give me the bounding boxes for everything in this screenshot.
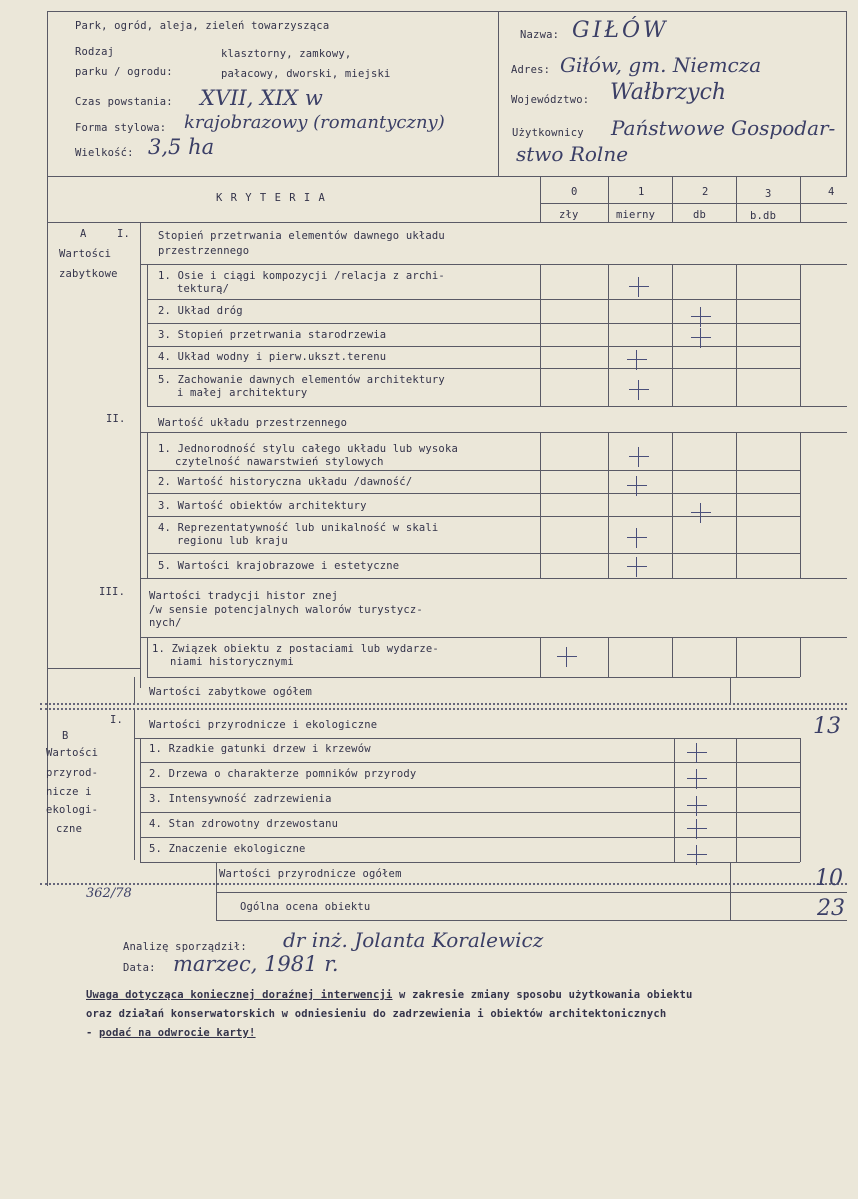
grid-col xyxy=(216,862,217,920)
data-value: marzec, 1981 r. xyxy=(173,952,339,976)
g1-item-2: 2. Układ dróg xyxy=(158,305,243,317)
grid-col xyxy=(134,677,135,705)
mark-g2-5-mierny xyxy=(626,556,648,578)
row-line xyxy=(147,553,800,554)
g3-item-line-2: niami historycznymi xyxy=(170,656,294,668)
g2-item-4-line-1: 4. Reprezentatywność lub unikalność w skali xyxy=(158,522,439,534)
col-number-2: 2 xyxy=(702,186,709,198)
grid-col xyxy=(608,264,609,406)
header-top-border xyxy=(47,11,847,12)
section-a-letter: A xyxy=(80,228,87,240)
table-top-border xyxy=(47,176,847,177)
b-item-2: 2. Drzewa o charakterze pomników przyrody xyxy=(149,768,417,780)
wielkosc-label: Wielkość: xyxy=(75,147,134,159)
total-b-label: Wartości przyrodnicze ogółem xyxy=(219,868,402,880)
grid-col xyxy=(800,264,801,406)
section-b-roman: I. xyxy=(110,714,124,726)
row-line xyxy=(140,578,847,579)
row-line xyxy=(147,677,800,678)
row-line xyxy=(140,637,847,638)
section-separator-dashed xyxy=(40,883,847,885)
col-1-left-header xyxy=(608,176,609,222)
g2-item-5: 5. Wartości krajobrazowe i estetyczne xyxy=(158,560,400,572)
g2-item-1-line-1: 1. Jednorodność stylu całego układu lub wysoka xyxy=(158,443,458,455)
park-label: Park, ogród, aleja, zieleń towarzysząca xyxy=(75,20,330,32)
grid-col xyxy=(672,637,673,677)
wojewodztwo-value: Wałbrzych xyxy=(610,80,727,105)
row-line xyxy=(216,892,847,893)
kryteria-heading: K R Y T E R I A xyxy=(216,192,326,204)
row-line xyxy=(134,738,800,739)
uwaga-line-1 xyxy=(86,989,693,1001)
g3-item-line-1: 1. Związek obiektu z postaciami lub wydarze- xyxy=(152,643,439,655)
grid-col xyxy=(736,637,737,677)
mark-g1-3-db xyxy=(690,327,712,349)
mark-b-1-db xyxy=(686,742,708,764)
col-number-3: 3 xyxy=(765,188,772,200)
g1-item-4: 4. Układ wodny i pierw.ukszt.terenu xyxy=(158,351,387,363)
section-a-roman-1: I. xyxy=(117,228,131,240)
section-b-name-3: nicze i xyxy=(46,786,92,798)
czas-powstania-label: Czas powstania: xyxy=(75,96,173,108)
czas-powstania-value: XVII, XIX w xyxy=(200,86,323,110)
mark-g3-1-zly xyxy=(556,646,578,668)
col-3-left-header xyxy=(736,176,737,222)
analiza-value: dr inż. Jolanta Koralewicz xyxy=(283,928,544,952)
group3-title-1: Wartości tradycji histor znej xyxy=(149,590,339,602)
col-number-0: 0 xyxy=(571,186,578,198)
row-line xyxy=(147,299,800,300)
g2-item-2: 2. Wartość historyczna układu /dawność/ xyxy=(158,476,413,488)
grid-col xyxy=(736,432,737,578)
row-line xyxy=(140,264,847,265)
col-label-db: db xyxy=(693,209,707,221)
section-a-roman-2: II. xyxy=(106,413,126,425)
section-b-name-5: czne xyxy=(56,823,83,835)
section-b-name-2: przyrod- xyxy=(46,767,99,779)
row-line xyxy=(147,406,847,407)
header-left-border xyxy=(47,11,48,176)
uwaga-rest: w zakresie zmiany sposobu użytkowania obiektu xyxy=(392,989,693,1001)
section-b-name-1: Wartości xyxy=(46,747,99,759)
grid-col xyxy=(674,738,675,862)
adres-label: Adres: xyxy=(511,64,551,76)
rodzaj-option-2: pałacowy, dworski, miejski xyxy=(221,68,391,80)
section-separator-dashed xyxy=(40,703,847,705)
row-line xyxy=(147,368,800,369)
g1-item-1-line-1: 1. Osie i ciągi kompozycji /relacja z archi- xyxy=(158,270,445,282)
grid-col xyxy=(736,264,737,406)
total-b-score: 10 xyxy=(815,866,843,891)
grid-col xyxy=(608,637,609,677)
header-divider xyxy=(498,11,499,176)
grid-col xyxy=(800,637,801,677)
grid-col xyxy=(730,677,731,705)
group3-title-3: nych/ xyxy=(149,617,182,629)
mark-g2-2-mierny xyxy=(626,475,648,497)
g2-item-1-line-2: czytelność nawarstwień stylowych xyxy=(175,456,384,468)
section-b-title-score: 13 xyxy=(813,714,841,739)
overall-label: Ogólna ocena obiektu xyxy=(240,901,371,913)
forma-stylowa-value: krajobrazowy (romantyczny) xyxy=(184,112,445,133)
g1-item-1-line-2: tekturą/ xyxy=(177,283,230,295)
uwaga-line-3 xyxy=(86,1027,256,1039)
grid-col xyxy=(540,432,541,578)
grid-col xyxy=(730,862,731,920)
uzytkownicy-value-2: stwo Rolne xyxy=(516,142,629,166)
b-item-4: 4. Stan zdrowotny drzewostanu xyxy=(149,818,339,830)
col-label-zly: zły xyxy=(559,209,579,221)
grid-col xyxy=(540,264,541,406)
section-b-divider xyxy=(134,710,135,860)
grid-col xyxy=(736,738,737,862)
wojewodztwo-label: Województwo: xyxy=(511,94,590,106)
data-label: Data: xyxy=(123,962,156,974)
mark-g1-2-db xyxy=(690,306,712,328)
section-a-divider xyxy=(140,222,141,688)
adres-value: Giłów, gm. Niemcza xyxy=(560,53,762,77)
archive-number: 362/78 xyxy=(86,886,132,901)
col-4-left-header xyxy=(800,176,801,222)
group2-title: Wartość układu przestrzennego xyxy=(158,417,348,429)
col-number-4: 4 xyxy=(828,186,835,198)
group1-title-1: Stopień przetrwania elementów dawnego układu xyxy=(158,230,445,242)
total-a-label: Wartości zabytkowe ogółem xyxy=(149,686,313,698)
wielkosc-value: 3,5 ha xyxy=(148,135,215,159)
uwaga-odwrocie: podać na odwrocie karty! xyxy=(99,1027,256,1039)
mark-g1-5-mierny xyxy=(628,379,650,401)
forma-stylowa-label: Forma stylowa: xyxy=(75,122,167,134)
uwaga-underlined: Uwaga dotycząca koniecznej doraźnej interwencji xyxy=(86,989,393,1001)
table-left-border xyxy=(47,176,48,886)
nazwa-label: Nazwa: xyxy=(520,29,560,41)
item-col-left xyxy=(140,738,141,862)
mark-b-5-db xyxy=(686,844,708,866)
col-0-left-header xyxy=(540,176,541,222)
grid-col xyxy=(608,432,609,578)
row-line xyxy=(47,668,140,669)
g2-item-4-line-2: regionu lub kraju xyxy=(177,535,288,547)
uwaga-dash: - xyxy=(86,1027,100,1039)
uwaga-line-2: oraz działań konserwatorskich w odniesieniu do zadrzewienia i obiektów architektonicznych xyxy=(86,1008,667,1020)
section-a-roman-3: III. xyxy=(99,586,126,598)
col-label-bdb: b.db xyxy=(750,210,777,222)
row-line xyxy=(216,920,847,921)
rodzaj-label: Rodzaj xyxy=(75,46,115,58)
mark-g1-4-mierny xyxy=(626,349,648,371)
grid-col xyxy=(672,264,673,406)
item-col-left xyxy=(147,264,148,406)
overall-score: 23 xyxy=(817,896,845,921)
mark-g2-4-mierny xyxy=(626,527,648,549)
grid-col xyxy=(800,432,801,578)
col-number-1: 1 xyxy=(638,186,645,198)
col-label-mierny: mierny xyxy=(616,209,656,221)
header-right-border xyxy=(846,11,847,176)
grid-col xyxy=(800,738,801,862)
section-separator-dashed xyxy=(40,708,847,710)
grid-col xyxy=(540,637,541,677)
nazwa-value: GIŁÓW xyxy=(572,18,669,43)
group1-title-2: przestrzennego xyxy=(158,245,250,257)
mark-g2-1-mierny xyxy=(628,446,650,468)
section-a-name-2: zabytkowe xyxy=(59,268,118,280)
parku-ogrodu-label: parku / ogrodu: xyxy=(75,66,173,78)
item-col-left xyxy=(147,637,148,677)
item-col-left xyxy=(147,432,148,578)
row-line xyxy=(147,493,800,494)
mark-b-2-db xyxy=(686,768,708,790)
b-item-1: 1. Rzadkie gatunki drzew i krzewów xyxy=(149,743,371,755)
rodzaj-option-1: klasztorny, zamkowy, xyxy=(221,48,352,60)
section-b-letter: B xyxy=(62,730,69,742)
mark-g1-1-mierny xyxy=(628,276,650,298)
mark-b-4-db xyxy=(686,818,708,840)
uzytkownicy-label: Użytkownicy xyxy=(512,127,584,139)
kryteria-bottom-border xyxy=(47,222,847,223)
section-b-title: Wartości przyrodnicze i ekologiczne xyxy=(149,719,378,731)
mark-g2-3-db xyxy=(690,502,712,524)
col-2-left-header xyxy=(672,176,673,222)
g1-item-3: 3. Stopień przetrwania starodrzewia xyxy=(158,329,387,341)
row-line xyxy=(147,470,800,471)
grid-col xyxy=(672,432,673,578)
analiza-label: Analizę sporządził: xyxy=(123,941,247,953)
g2-item-3: 3. Wartość obiektów architektury xyxy=(158,500,367,512)
row-line xyxy=(140,432,847,433)
section-a-name-1: Wartości xyxy=(59,248,112,260)
b-item-3: 3. Intensywność zadrzewienia xyxy=(149,793,332,805)
uzytkownicy-value-1: Państwowe Gospodar- xyxy=(611,116,836,140)
mark-b-3-db xyxy=(686,795,708,817)
g1-item-5-line-2: i małej architektury xyxy=(177,387,308,399)
g1-item-5-line-1: 5. Zachowanie dawnych elementów architektury xyxy=(158,374,445,386)
b-item-5: 5. Znaczenie ekologiczne xyxy=(149,843,306,855)
group3-title-2: /w sensie potencjalnych walorów turystycz- xyxy=(149,604,423,616)
section-b-name-4: ekologi- xyxy=(46,804,99,816)
